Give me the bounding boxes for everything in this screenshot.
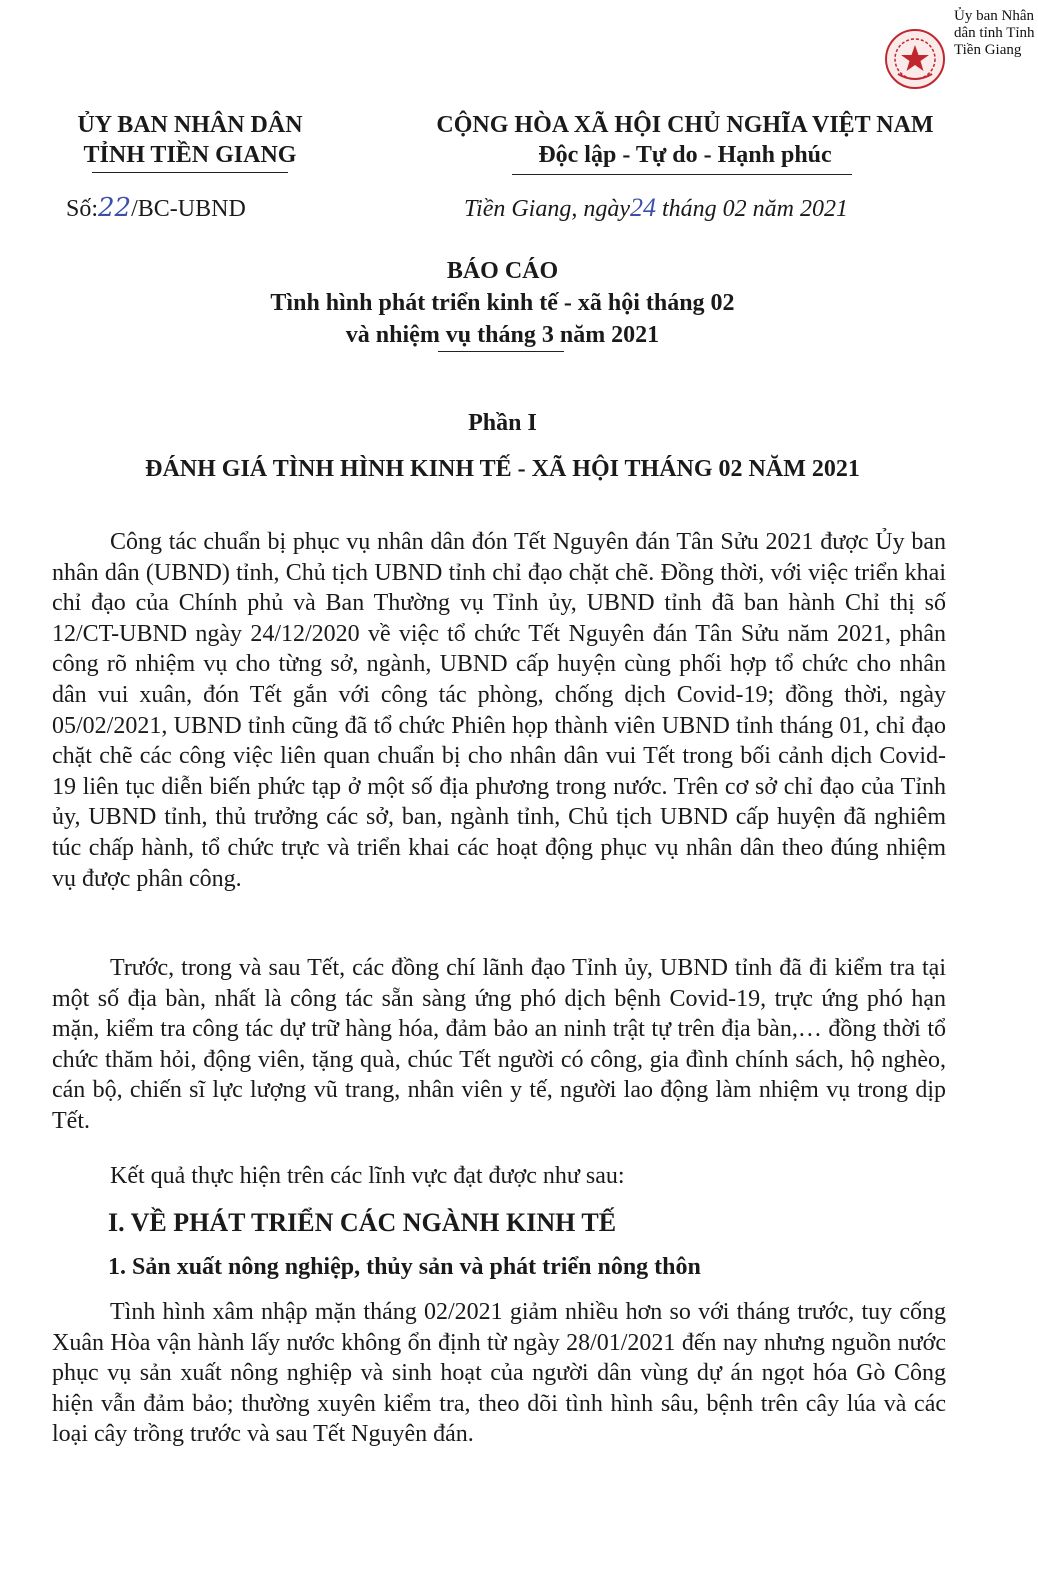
doc-number-prefix: Số: [66, 196, 99, 222]
agency-line-2: TỈNH TIỀN GIANG [83, 142, 297, 168]
section-heading: I. VỀ PHÁT TRIỂN CÁC NGÀNH KINH TẾ [108, 1208, 617, 1237]
paragraph-2: Trước, trong và sau Tết, các đồng chí lãnh đạo Tỉnh ủy, UBND tỉnh đã đi kiểm tra tại một số địa bàn, nhất là công tác sẵn sàng ứng phó dịch bệnh Covid-19, trực ứng phó hạn mặn, kiểm tra công tác dự trữ hàng hóa, đảm bảo an ninh trật tự trên địa bàn,… đồng thời tổ chức thăm hỏi, động viên, tặng quà, chúc Tết người có công, gia đình chính sách, hộ nghèo, cán bộ, chiến sĩ lực lượng vũ trang, nhân viên y tế, người lao động làm nhiệm vụ trong dịp Tết. [52, 955, 946, 1134]
report-subject-line-2: và nhiệm vụ tháng 3 năm 2021 [345, 322, 660, 348]
subsection-heading: 1. Sản xuất nông nghiệp, thủy sản và phát triển nông thôn [108, 1254, 701, 1280]
nation-line-1: CỘNG HÒA XÃ HỘI CHỦ NGHĨA VIỆT NAM [436, 112, 934, 138]
agency-underline [92, 172, 288, 173]
part-label: Phần I [468, 410, 537, 436]
report-subject-line-1: Tình hình phát triển kinh tế - xã hội tháng 02 [270, 290, 735, 316]
report-title [0, 255, 1005, 351]
signature-seal-icon [884, 28, 946, 90]
date-prefix: Tiền Giang, ngày [464, 196, 630, 222]
paragraph-4: Tình hình xâm nhập mặn tháng 02/2021 giảm nhiều hơn so với tháng trước, tuy cống Xuân Hòa vận hành lấy nước không ổn định từ ngày 28/01/2021 đến nay nhưng nguồn nước phục vụ sản xuất nông nghiệp và sinh hoạt của người dân vùng dự án ngọt hóa Gò Công hiện vẫn đảm bảo; thường xuyên kiểm tra, theo dõi tình hình sâu, bệnh trên cây lúa và các loại cây trồng trước và sau Tết Nguyên đán. [52, 1299, 946, 1448]
part-heading: ĐÁNH GIÁ TÌNH HÌNH KINH TẾ - XÃ HỘI THÁNG 02 NĂM 2021 [145, 456, 860, 482]
report-type: BÁO CÁO [446, 258, 559, 284]
nation-motto: Độc lập - Tự do - Hạnh phúc [538, 142, 832, 168]
date-suffix: tháng 02 năm 2021 [662, 196, 848, 222]
motto-underline [512, 174, 852, 175]
document-number [66, 193, 246, 223]
doc-number-handwritten: 22 [98, 193, 132, 223]
title-underline [438, 351, 564, 352]
date-day-handwritten: 24 [630, 193, 656, 222]
national-heading [400, 110, 970, 170]
agency-line-1: ỦY BAN NHÂN DÂN [77, 112, 303, 138]
issuing-agency [40, 110, 340, 170]
doc-number-suffix: /BC-UBND [131, 196, 246, 222]
signature-label: Ủy ban Nhân dân tỉnh Tỉnh Tiền Giang [954, 8, 1035, 58]
paragraph-3: Kết quả thực hiện trên các lĩnh vực đạt được như sau: [110, 1163, 625, 1189]
document-date [464, 193, 848, 223]
paragraph-1: Công tác chuẩn bị phục vụ nhân dân đón Tết Nguyên đán Tân Sửu 2021 được Ủy ban nhân dân (UBND) tỉnh, Chủ tịch UBND tỉnh chỉ đạo chặt chẽ. Đồng thời, với việc triển khai chỉ đạo của Chính phủ và Ban Thường vụ Tỉnh ủy, UBND tỉnh đã ban hành Chỉ thị số 12/CT-UBND ngày 24/12/2020 về việc tổ chức Tết Nguyên đán Tân Sửu năm 2021, phân công rõ nhiệm vụ cho từng sở, ngành, UBND cấp huyện cùng phối hợp tổ chức cho nhân dân vui xuân, đón Tết gắn với công tác phòng, chống dịch Covid-19; đồng thời, ngày 05/02/2021, UBND tỉnh cũng đã tổ chức Phiên họp thành viên UBND tỉnh tháng 01, chỉ đạo chặt chẽ các công việc liên quan chuẩn bị cho nhân dân vui Tết trong bối cảnh dịch Covid-19 liên tục diễn biến phức tạp ở một số địa phương trong nước. Trên cơ sở chỉ đạo của Tỉnh ủy, UBND tỉnh, thủ trưởng các sở, ban, ngành tỉnh, Chủ tịch UBND cấp huyện đã nghiêm túc chấp hành, tổ chức trực và triển khai các hoạt động phục vụ nhân dân theo đúng nhiệm vụ được phân công. [52, 529, 946, 892]
